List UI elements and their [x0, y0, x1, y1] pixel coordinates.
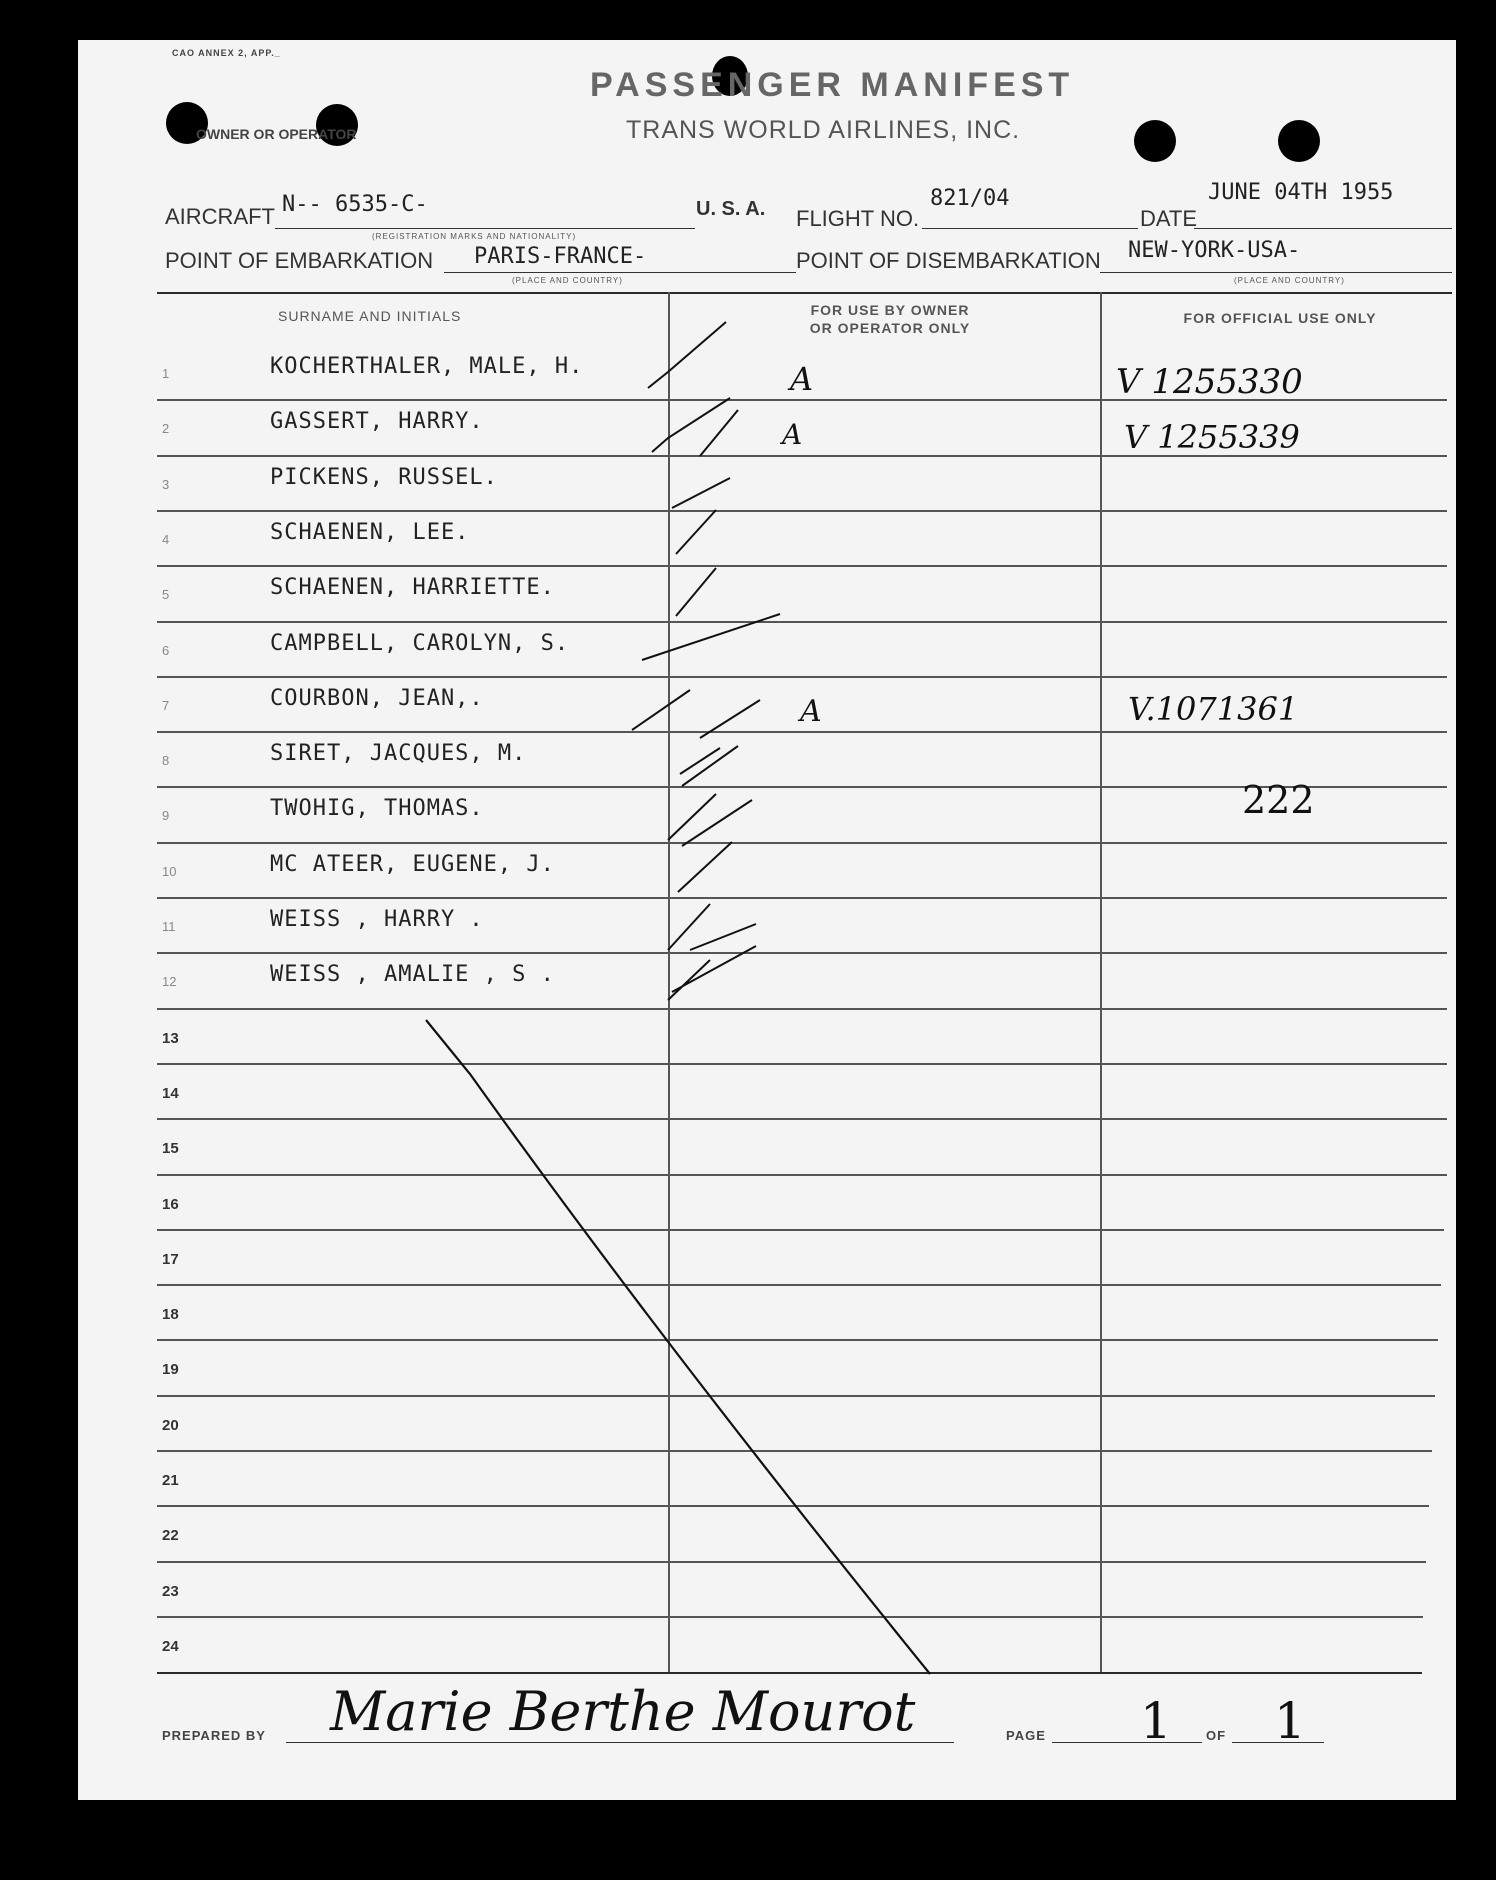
check-mark-4 — [676, 510, 716, 554]
passenger-name: PICKENS, RUSSEL. — [270, 464, 498, 490]
embark-value: PARIS-FRANCE- — [474, 244, 647, 269]
place-caption: (PLACE AND COUNTRY) — [512, 276, 623, 285]
page-title: PASSENGER MANIFEST — [590, 66, 1075, 104]
check-mark-1 — [648, 322, 726, 388]
passenger-name: TWOHIG, THOMAS. — [270, 796, 484, 822]
owner-label: OWNER OR OPERATOR — [196, 126, 357, 142]
row-number: 5 — [162, 587, 170, 603]
row-number: 15 — [162, 1140, 179, 1158]
passenger-name: CAMPBELL, CAROLYN, S. — [270, 630, 570, 656]
column-header-owner-1: FOR USE BY OWNER — [810, 302, 970, 318]
date-value: JUNE 04TH 1955 — [1208, 180, 1394, 205]
row-number: 21 — [162, 1472, 179, 1489]
place-caption-2: (PLACE AND COUNTRY) — [1234, 276, 1345, 285]
passenger-name: SCHAENEN, LEE. — [270, 519, 470, 545]
aircraft-value: N-- 6535-C- — [282, 192, 428, 217]
row-7-official: V.1071361 — [1128, 690, 1299, 728]
strike-line — [426, 1020, 930, 1674]
passenger-name: SIRET, JACQUES, M. — [270, 741, 527, 767]
check-mark-8 — [680, 746, 738, 786]
embark-label: POINT OF EMBARKATION — [165, 248, 434, 273]
column-header-surname: SURNAME AND INITIALS — [278, 308, 462, 324]
passenger-name: COURBON, JEAN,. — [270, 685, 484, 711]
airline-name: TRANS WORLD AIRLINES, INC. — [626, 116, 1021, 144]
row-2-owner: A — [782, 418, 803, 451]
row-number: 18 — [162, 1306, 179, 1324]
row-number: 23 — [162, 1582, 179, 1600]
check-mark-11 — [668, 904, 756, 950]
row-number: 8 — [162, 753, 170, 769]
form-reference: CAO ANNEX 2, APP._ — [172, 48, 281, 58]
disembark-label: POINT OF DISEMBARKATION — [796, 248, 1101, 273]
row-number: 7 — [162, 697, 170, 713]
check-mark-12 — [668, 946, 756, 1000]
row-number: 16 — [162, 1195, 179, 1213]
row-number: 1 — [162, 366, 170, 381]
row-number: 6 — [162, 642, 170, 658]
row-number: 10 — [162, 863, 177, 879]
page-label: PAGE — [1006, 1728, 1046, 1743]
check-mark-3 — [672, 478, 730, 508]
disembark-value: NEW-YORK-USA- — [1128, 238, 1301, 263]
check-mark-6 — [642, 614, 780, 660]
check-mark-7 — [632, 690, 760, 738]
passenger-name: GASSERT, HARRY. — [270, 409, 484, 435]
of-label: OF — [1206, 1728, 1227, 1743]
row-number: 14 — [162, 1084, 179, 1102]
passenger-name: KOCHERTHALER, MALE, H. — [270, 354, 584, 379]
passenger-name: WEISS , HARRY . — [270, 907, 484, 932]
row-1-official: V 1255330 — [1116, 362, 1303, 402]
page-underline — [1052, 1742, 1202, 1743]
row-number: 22 — [162, 1527, 179, 1545]
row-1-owner: A — [790, 360, 814, 398]
page-total: 1 — [1274, 1692, 1306, 1750]
date-label: DATE — [1140, 206, 1198, 231]
row-number: 9 — [162, 808, 170, 824]
row-number: 17 — [162, 1250, 179, 1268]
check-mark-5 — [676, 568, 716, 616]
column-header-owner-2: OR OPERATOR ONLY — [809, 320, 971, 336]
page-number: 1 — [1140, 1692, 1172, 1750]
passenger-name: WEISS , AMALIE , S . — [270, 962, 555, 988]
row-number: 20 — [162, 1416, 179, 1434]
country-label: U. S. A. — [696, 198, 766, 220]
check-mark-2 — [652, 398, 738, 456]
row-2-official: V 1255339 — [1124, 418, 1300, 456]
row-number: 11 — [162, 919, 176, 934]
check-mark-10 — [678, 842, 732, 892]
row-7-owner: A — [800, 694, 822, 729]
row-number: 4 — [162, 531, 170, 547]
check-mark-9 — [668, 794, 752, 846]
flight-value: 821/04 — [930, 186, 1010, 211]
row-number: 12 — [162, 974, 177, 990]
row-number: 19 — [162, 1361, 179, 1379]
registration-caption: (REGISTRATION MARKS AND NATIONALITY) — [372, 232, 577, 241]
row-number: 24 — [162, 1637, 179, 1655]
row-number: 13 — [162, 1029, 179, 1047]
aircraft-label: AIRCRAFT — [165, 204, 275, 229]
signature: Marie Berthe Mourot — [330, 1680, 916, 1743]
passenger-name: SCHAENEN, HARRIETTE. — [270, 575, 555, 601]
column-header-official: FOR OFFICIAL USE ONLY — [1183, 310, 1377, 326]
row-number: 2 — [162, 421, 170, 437]
row-9-official: 222 — [1242, 778, 1315, 822]
prepared-by-label: PREPARED BY — [162, 1728, 266, 1743]
row-number: 3 — [162, 476, 170, 492]
passenger-name: MC ATEER, EUGENE, J. — [270, 851, 555, 877]
flight-label: FLIGHT NO. — [796, 206, 920, 231]
